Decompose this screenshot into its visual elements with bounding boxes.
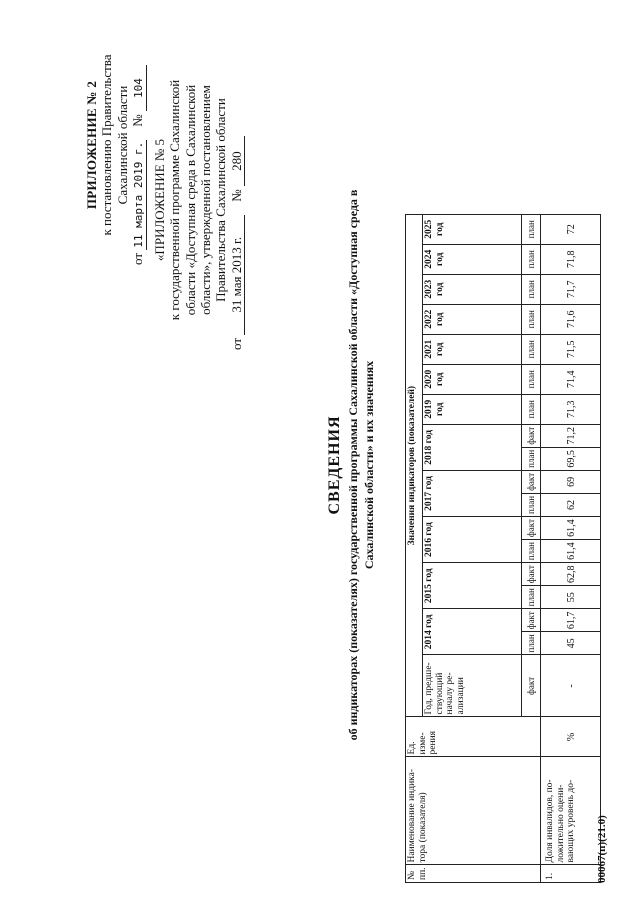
appendix-line-1: к постановлению Правительства [99, 54, 115, 236]
cell-2014-plan: 45 [541, 632, 601, 655]
cell-2017-fact: 69 [541, 470, 601, 493]
header-year-2015: 2015 год [423, 563, 522, 609]
header-year-2021: 2021 год [423, 334, 522, 364]
prior-number-label: № [228, 189, 244, 202]
cell-2020-plan: 71,4 [541, 364, 601, 394]
prior-line-2: области «Доступная среда в Сахалинской [182, 84, 198, 316]
subheader-fact: факт [522, 424, 541, 447]
subheader-plan: план [522, 334, 541, 364]
cell-2014-fact: 61,7 [541, 609, 601, 632]
prior-date-line [229, 50, 245, 350]
subheader-plan: план [522, 493, 541, 516]
subheader-fact: факт [522, 655, 541, 717]
appendix-line-2: Сахалинской области [114, 85, 130, 205]
subheader-fact: факт [522, 470, 541, 493]
cell-2016-plan: 61,4 [541, 540, 601, 563]
cell-2015-fact: 62,8 [541, 563, 601, 586]
appendix-number: 104 [133, 65, 147, 111]
subheader-fact: факт [522, 563, 541, 586]
header-unit: Ед. изме-рения [406, 717, 541, 757]
header-year-2019: 2019 год [423, 394, 522, 424]
cell-2022-plan: 71,6 [541, 304, 601, 334]
cell-2015-plan: 55 [541, 586, 601, 609]
appendix-from-label: от [129, 252, 145, 265]
prior-number: 280 [229, 136, 245, 186]
appendix-date: 11 марта 2019 г. [133, 140, 147, 250]
header-year-2017: 2017 год [423, 470, 522, 516]
subheader-plan: план [522, 214, 541, 244]
prior-line-4: Правительства Сахалинской области [213, 98, 229, 302]
row-unit: % [541, 717, 601, 757]
header-year-2025: 2025 год [423, 214, 522, 244]
subheader-plan: план [522, 364, 541, 394]
subheader-plan: план [522, 447, 541, 470]
header-year-2018: 2018 год [423, 424, 522, 470]
prior-title: «ПРИЛОЖЕНИЕ № 5 [152, 138, 167, 262]
row-num: 1. [541, 865, 601, 883]
subheader-plan: план [522, 632, 541, 655]
subheader-plan: план [522, 586, 541, 609]
cell-2023-plan: 71,7 [541, 274, 601, 304]
header-prev-year: Год, предше-ствующий началу ре-ализации [423, 655, 522, 717]
cell-2024-plan: 71,8 [541, 244, 601, 274]
row-indicator-name: Доля инвалидов, по-ложительно оцени-вающих уровень до- [541, 757, 601, 865]
header-year-2020: 2020 год [423, 364, 522, 394]
appendix-header [84, 25, 147, 265]
header-indicator-name: Наименование индика-тора (показателя) [406, 757, 541, 865]
appendix-number-label: № [129, 114, 145, 127]
prior-date: 31 мая 2013 г. [229, 215, 245, 335]
header-num: № пп. [406, 865, 541, 883]
header-year-2014: 2014 год [423, 609, 522, 655]
subheader-plan: план [522, 540, 541, 563]
prior-line-3: области», утвержденной постановлением [197, 85, 213, 315]
prior-line-1: к государственной программе Сахалинской [167, 79, 183, 321]
subheader-plan: план [522, 244, 541, 274]
header-year-2016: 2016 год [423, 517, 522, 563]
appendix-title: ПРИЛОЖЕНИЕ № 2 [84, 80, 99, 210]
subheader-plan: план [522, 394, 541, 424]
subheader-fact: факт [522, 517, 541, 540]
cell-2021-plan: 71,5 [541, 334, 601, 364]
table-row [541, 214, 601, 882]
document-subtitle-1: об индикаторах (показателях) государственной программы Сахалинской области «Доступная среда в [346, 189, 360, 741]
cell-2016-fact: 61,4 [541, 517, 601, 540]
footer-code: 00067(п)(21.0) [596, 815, 608, 883]
subheader-plan: план [522, 274, 541, 304]
prior-appendix-header [152, 50, 245, 350]
prior-from-label: от [228, 337, 244, 350]
document-title: СВЕДЕНИЯ [326, 415, 343, 515]
header-year-2023: 2023 год [423, 274, 522, 304]
header-year-2022: 2022 год [423, 304, 522, 334]
cell-2019-plan: 71,3 [541, 394, 601, 424]
cell-2017-plan: 62 [541, 493, 601, 516]
header-year-2024: 2024 год [423, 244, 522, 274]
subheader-plan: план [522, 304, 541, 334]
appendix-date-line [130, 25, 147, 265]
document-heading [326, 65, 377, 865]
subheader-fact: факт [522, 609, 541, 632]
indicators-table [405, 214, 601, 883]
header-values-group: Значения индикаторов (показателей) [406, 214, 423, 717]
cell-2018-plan: 69,5 [541, 447, 601, 470]
document-subtitle-2: Сахалинской области» и их значениях [362, 360, 377, 570]
cell-2025-plan: 72 [541, 214, 601, 244]
cell-2018-fact: 71,2 [541, 424, 601, 447]
row-prev-fact: - [541, 655, 601, 717]
